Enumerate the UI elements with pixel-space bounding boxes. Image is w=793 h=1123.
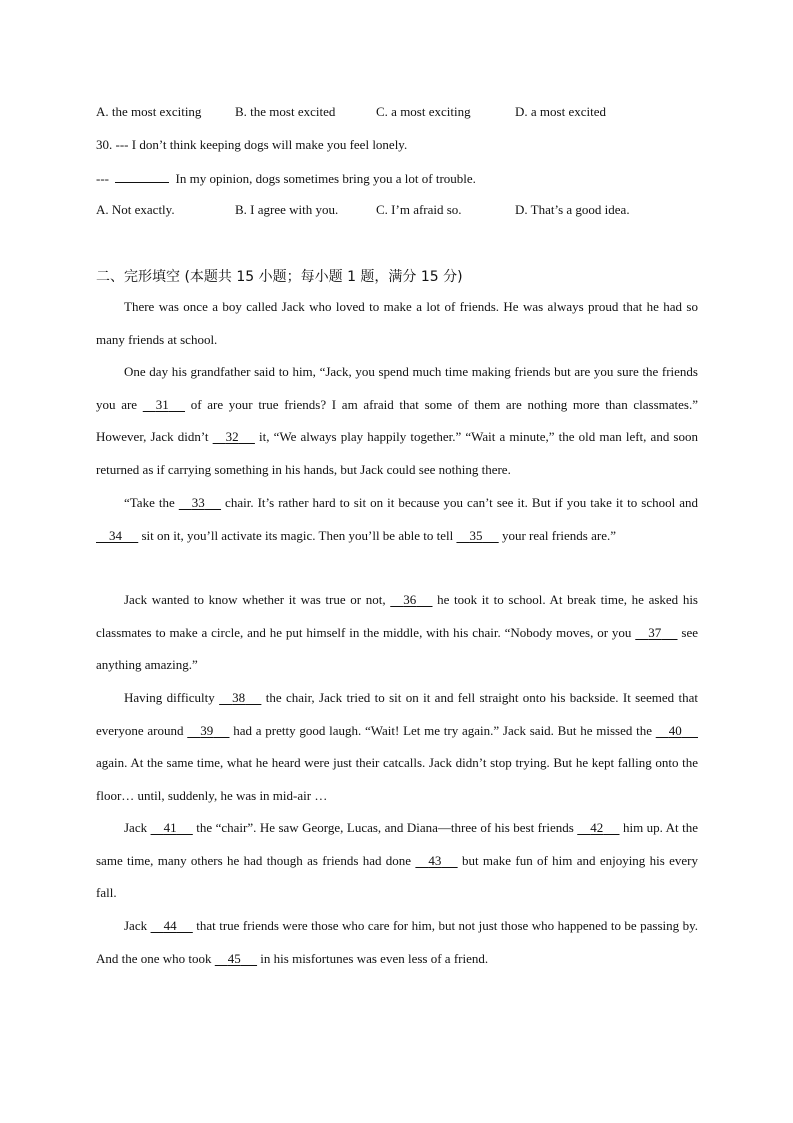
blank-40[interactable] (656, 715, 698, 748)
blank-number: 31 (155, 396, 169, 412)
blank-38[interactable] (219, 682, 261, 715)
blank-number: 39 (200, 722, 214, 738)
passage-text: had a pretty good laugh. “Wait! Let me try again.” Jack said. But he missed the (229, 722, 656, 738)
passage-text: your real friends are.” (498, 527, 617, 543)
passage-text: Jack (124, 918, 151, 933)
passage-paragraph (96, 910, 698, 975)
blank-41[interactable] (151, 812, 193, 845)
q29-option-a[interactable]: A. the most exciting (96, 104, 202, 119)
section-heading: 二、完形填空 (本题共 15 小题；每小题 1 题，满分 15 分) (96, 269, 463, 285)
blank-34[interactable] (96, 520, 138, 553)
q30-reply (96, 170, 476, 187)
q30-answer-blank[interactable] (115, 170, 169, 183)
passage-text: the “chair”. He saw George, Lucas, and Diana—three of his best friends (192, 820, 578, 835)
passage-text: chair. It’s rather hard to sit on it because you can’t see it. But if you take it to school and (221, 495, 698, 510)
passage-text: see anything amazing.” (96, 624, 698, 673)
passage-text: One day his grandfather said to him, “Jack, you spend much time making friends but are you sure the friends you are (96, 364, 698, 412)
q30-option-a[interactable]: A. Not exactly. (96, 202, 175, 217)
q30-question: 30. --- I don’t think keeping dogs will make you feel lonely. (96, 137, 408, 152)
blank-number: 43 (428, 852, 442, 868)
blank-number: 45 (227, 950, 241, 966)
q29-option-b[interactable]: B. the most excited (235, 104, 336, 119)
blank-44[interactable] (151, 910, 193, 943)
blank-number: 40 (668, 722, 682, 738)
blank-33[interactable] (179, 487, 221, 520)
passage-text: it, “We always play happily together.” “Wait a minute,” the old man left, and soon returned as if carrying something in his hands, but Jack could see nothing there. (96, 429, 698, 477)
q30-option-c[interactable]: C. I’m afraid so. (376, 202, 462, 217)
q30-reply-prefix: --- (96, 171, 109, 186)
blank-number: 35 (469, 527, 483, 543)
passage-paragraph (96, 584, 698, 682)
passage-text: he took it to school. At break time, he asked his classmates to make a circle, and he put himself in the middle, with his chair. “Nobody moves, or you (96, 592, 698, 640)
passage-text: Jack (124, 820, 151, 835)
passage-text: in his misfortunes was even less of a friend. (257, 950, 489, 966)
passage-paragraph (96, 812, 698, 910)
blank-number: 32 (225, 429, 239, 445)
blank-number: 37 (648, 624, 662, 640)
q29-option-c[interactable]: C. a most exciting (376, 104, 471, 119)
blank-36[interactable] (390, 584, 432, 617)
blank-number: 34 (109, 527, 122, 543)
blank-31[interactable] (143, 389, 185, 422)
passage-paragraph (96, 291, 698, 356)
passage-text: the chair, Jack tried to sit on it and fell straight onto his backside. It seemed that everyone around (96, 690, 698, 738)
passage-paragraph (96, 356, 698, 486)
blank-39[interactable] (187, 715, 229, 748)
blank-37[interactable] (635, 617, 677, 650)
q29-options (96, 104, 698, 124)
blank-number: 33 (191, 495, 205, 510)
blank-32[interactable] (213, 421, 255, 454)
passage-text: Jack wanted to know whether it was true or not, (124, 592, 391, 607)
blank-number: 41 (163, 820, 177, 835)
passage-text: of are your true friends? I am afraid that some of them are nothing more than classmates.” However, Jack didn’t (96, 396, 698, 445)
q30-option-b[interactable]: B. I agree with you. (235, 202, 339, 217)
passage-text: him up. At the same time, many others he had though as friends had done (96, 820, 698, 868)
q29-option-d[interactable]: D. a most excited (515, 104, 606, 119)
passage-text: There was once a boy called Jack who loved to make a lot of friends. He was always proud that he had so many friends at school. (96, 299, 698, 347)
blank-number: 36 (403, 592, 417, 607)
passage-text: Having difficulty (124, 690, 220, 705)
passage-text: that true friends were those who care for him, but not just those who happened to be passing by. And the one who took (96, 918, 698, 966)
passage-paragraph (96, 487, 698, 552)
blank-43[interactable] (415, 845, 457, 878)
blank-number: 38 (232, 690, 246, 705)
passage-text: but make fun of him and enjoying his every fall. (96, 852, 698, 901)
q30-option-d[interactable]: D. That’s a good idea. (515, 202, 630, 217)
blank-number: 42 (590, 820, 604, 835)
blank-45[interactable] (215, 943, 257, 976)
passage-paragraph (96, 682, 698, 812)
passage-text: sit on it, you’ll activate its magic. Then you’ll be able to tell (138, 527, 457, 543)
blank-42[interactable] (577, 812, 619, 845)
passage-text: again. At the same time, what he heard were just their catcalls. Jack didn’t stop trying. But he kept falling onto the floor… until, suddenly, he was in mid-air … (96, 755, 698, 803)
blank-number: 44 (163, 918, 177, 933)
passage-text: “Take the (124, 495, 179, 510)
q30-options (96, 202, 698, 222)
q30-reply-text: In my opinion, dogs sometimes bring you a lot of trouble. (175, 171, 476, 186)
blank-35[interactable] (456, 520, 498, 553)
